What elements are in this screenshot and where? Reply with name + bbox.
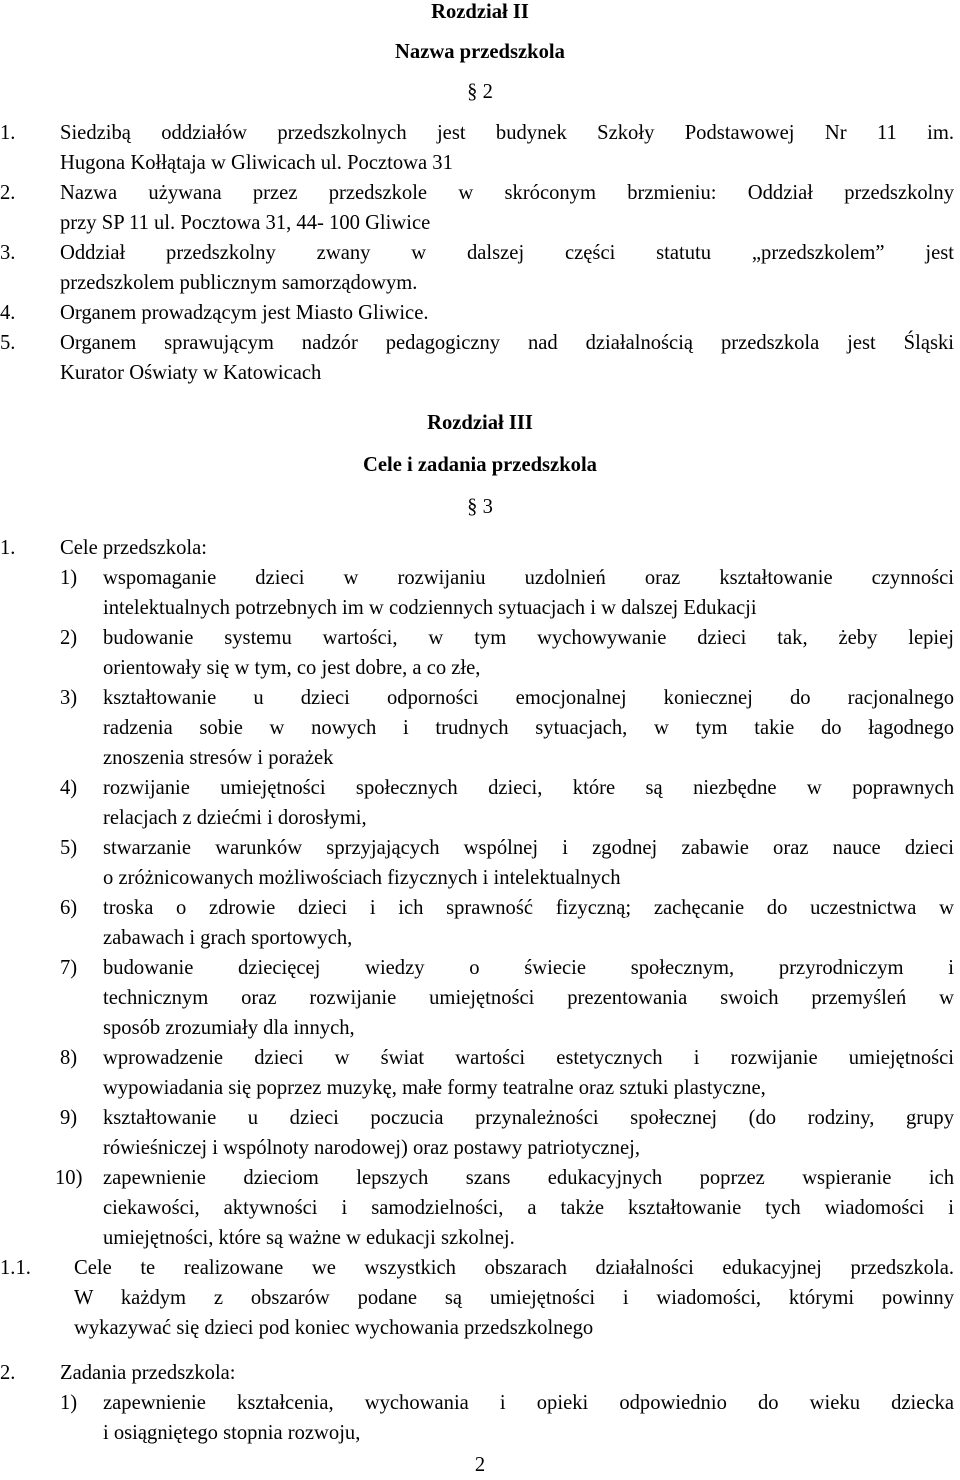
goal-line: rozwijanie umiejętności społecznych dzieci, które są niezbędne w poprawnych bbox=[103, 777, 954, 799]
goal-line: rówieśniczej i wspólnoty narodowej) oraz postawy patriotycznej, bbox=[103, 1137, 640, 1159]
goal-line: wspomaganie dzieci w rozwijaniu uzdolnień oraz kształtowanie czynności bbox=[103, 567, 954, 589]
goal-line: troska o zdrowie dzieci i ich sprawność fizyczną; zachęcanie do uczestnictwa w bbox=[103, 897, 954, 919]
goal-number: 5) bbox=[60, 837, 78, 859]
goal-line: zapewnienie dzieciom lepszych szans edukacyjnych poprzez wspieranie ich bbox=[103, 1167, 954, 1189]
item-line: Kurator Oświaty w Katowicach bbox=[60, 362, 322, 384]
chapter-title: Rozdział III bbox=[427, 412, 533, 434]
goal-line: kształtowanie u dzieci odporności emocjonalnej koniecznej do racjonalnego bbox=[103, 687, 954, 709]
item-number: 2. bbox=[0, 182, 16, 204]
item-line: Hugona Kołłątaja w Gliwicach ul. Pocztowa 31 bbox=[60, 152, 453, 174]
section-line: Cele te realizowane we wszystkich obszarach działalności edukacyjnej przedszkola. bbox=[74, 1257, 954, 1279]
goal-line: umiejętności, które są ważne w edukacji szkolnej. bbox=[103, 1227, 515, 1249]
goal-number: 8) bbox=[60, 1047, 78, 1069]
chapter-subtitle: Cele i zadania przedszkola bbox=[363, 454, 597, 476]
section-number: 1. bbox=[0, 537, 16, 559]
paragraph-sign: § 3 bbox=[467, 496, 493, 518]
goal-line: wypowiadania się poprzez muzykę, małe formy teatralne oraz sztuki plastyczne, bbox=[103, 1077, 766, 1099]
goal-number: 10) bbox=[55, 1167, 83, 1189]
goal-line: relacjach z dziećmi i dorosłymi, bbox=[103, 807, 367, 829]
goal-number: 2) bbox=[60, 627, 78, 649]
item-line: przedszkolem publicznym samorządowym. bbox=[60, 272, 418, 294]
item-line: przy SP 11 ul. Pocztowa 31, 44- 100 Gliwice bbox=[60, 212, 431, 234]
goal-number: 6) bbox=[60, 897, 78, 919]
section-line: W każdym z obszarów podane są umiejętności i wiadomości, którymi powinny bbox=[74, 1287, 954, 1309]
goal-number: 1) bbox=[60, 567, 78, 589]
goal-line: stwarzanie warunków sprzyjających wspólnej i zgodnej zabawie oraz nauce dzieci bbox=[103, 837, 954, 859]
item-line: Siedzibą oddziałów przedszkolnych jest budynek Szkoły Podstawowej Nr 11 im. bbox=[60, 122, 954, 144]
section-line: wykazywać się dzieci pod koniec wychowania przedszkolnego bbox=[74, 1317, 594, 1339]
goal-number: 4) bbox=[60, 777, 78, 799]
goal-line: ciekawości, aktywności i samodzielności, a także kształtowanie tych wiadomości i bbox=[103, 1197, 954, 1219]
item-number: 4. bbox=[0, 302, 16, 324]
item-number: 3. bbox=[0, 242, 16, 264]
item-number: 1. bbox=[0, 122, 16, 144]
chapter-title: Rozdział II bbox=[431, 1, 529, 23]
task-number: 1) bbox=[60, 1392, 78, 1414]
goal-line: kształtowanie u dzieci poczucia przynależności społecznej (do rodziny, grupy bbox=[103, 1107, 954, 1129]
item-line: Organem sprawującym nadzór pedagogiczny nad działalnością przedszkola jest Śląski bbox=[60, 332, 954, 354]
chapter-subtitle: Nazwa przedszkola bbox=[395, 41, 565, 63]
goal-number: 7) bbox=[60, 957, 78, 979]
goal-line: budowanie dziecięcej wiedzy o świecie społecznym, przyrodniczym i bbox=[103, 957, 954, 979]
page-number: 2 bbox=[474, 1454, 486, 1476]
goal-line: o zróżnicowanych możliwościach fizycznych i intelektualnych bbox=[103, 867, 621, 889]
section-label: Cele przedszkola: bbox=[60, 537, 207, 559]
item-line: Organem prowadzącym jest Miasto Gliwice. bbox=[60, 302, 429, 324]
section-number: 1.1. bbox=[0, 1257, 31, 1279]
goal-number: 9) bbox=[60, 1107, 78, 1129]
goal-line: sposób zrozumiały dla innych, bbox=[103, 1017, 355, 1039]
section-number: 2. bbox=[0, 1362, 16, 1384]
task-line: zapewnienie kształcenia, wychowania i opieki odpowiednio do wieku dziecka bbox=[103, 1392, 954, 1414]
item-line: Nazwa używana przez przedszkole w skróconym brzmieniu: Oddział przedszkolny bbox=[60, 182, 954, 204]
section-label: Zadania przedszkola: bbox=[60, 1362, 236, 1384]
goal-number: 3) bbox=[60, 687, 78, 709]
goal-line: orientowały się w tym, co jest dobre, a co złe, bbox=[103, 657, 481, 679]
goal-line: znoszenia stresów i porażek bbox=[103, 747, 334, 769]
task-line: i osiągniętego stopnia rozwoju, bbox=[103, 1422, 361, 1444]
goal-line: intelektualnych potrzebnych im w codziennych sytuacjach i w dalszej Edukacji bbox=[103, 597, 757, 619]
item-number: 5. bbox=[0, 332, 16, 354]
goal-line: zabawach i grach sportowych, bbox=[103, 927, 353, 949]
goal-line: radzenia sobie w nowych i trudnych sytuacjach, w tym takie do łagodnego bbox=[103, 717, 954, 739]
item-line: Oddział przedszkolny zwany w dalszej części statutu „przedszkolem” jest bbox=[60, 242, 954, 264]
goal-line: budowanie systemu wartości, w tym wychowywanie dzieci tak, żeby lepiej bbox=[103, 627, 954, 649]
goal-line: technicznym oraz rozwijanie umiejętności prezentowania swoich przemyśleń w bbox=[103, 987, 954, 1009]
paragraph-sign: § 2 bbox=[467, 81, 493, 103]
goal-line: wprowadzenie dzieci w świat wartości estetycznych i rozwijanie umiejętności bbox=[103, 1047, 954, 1069]
